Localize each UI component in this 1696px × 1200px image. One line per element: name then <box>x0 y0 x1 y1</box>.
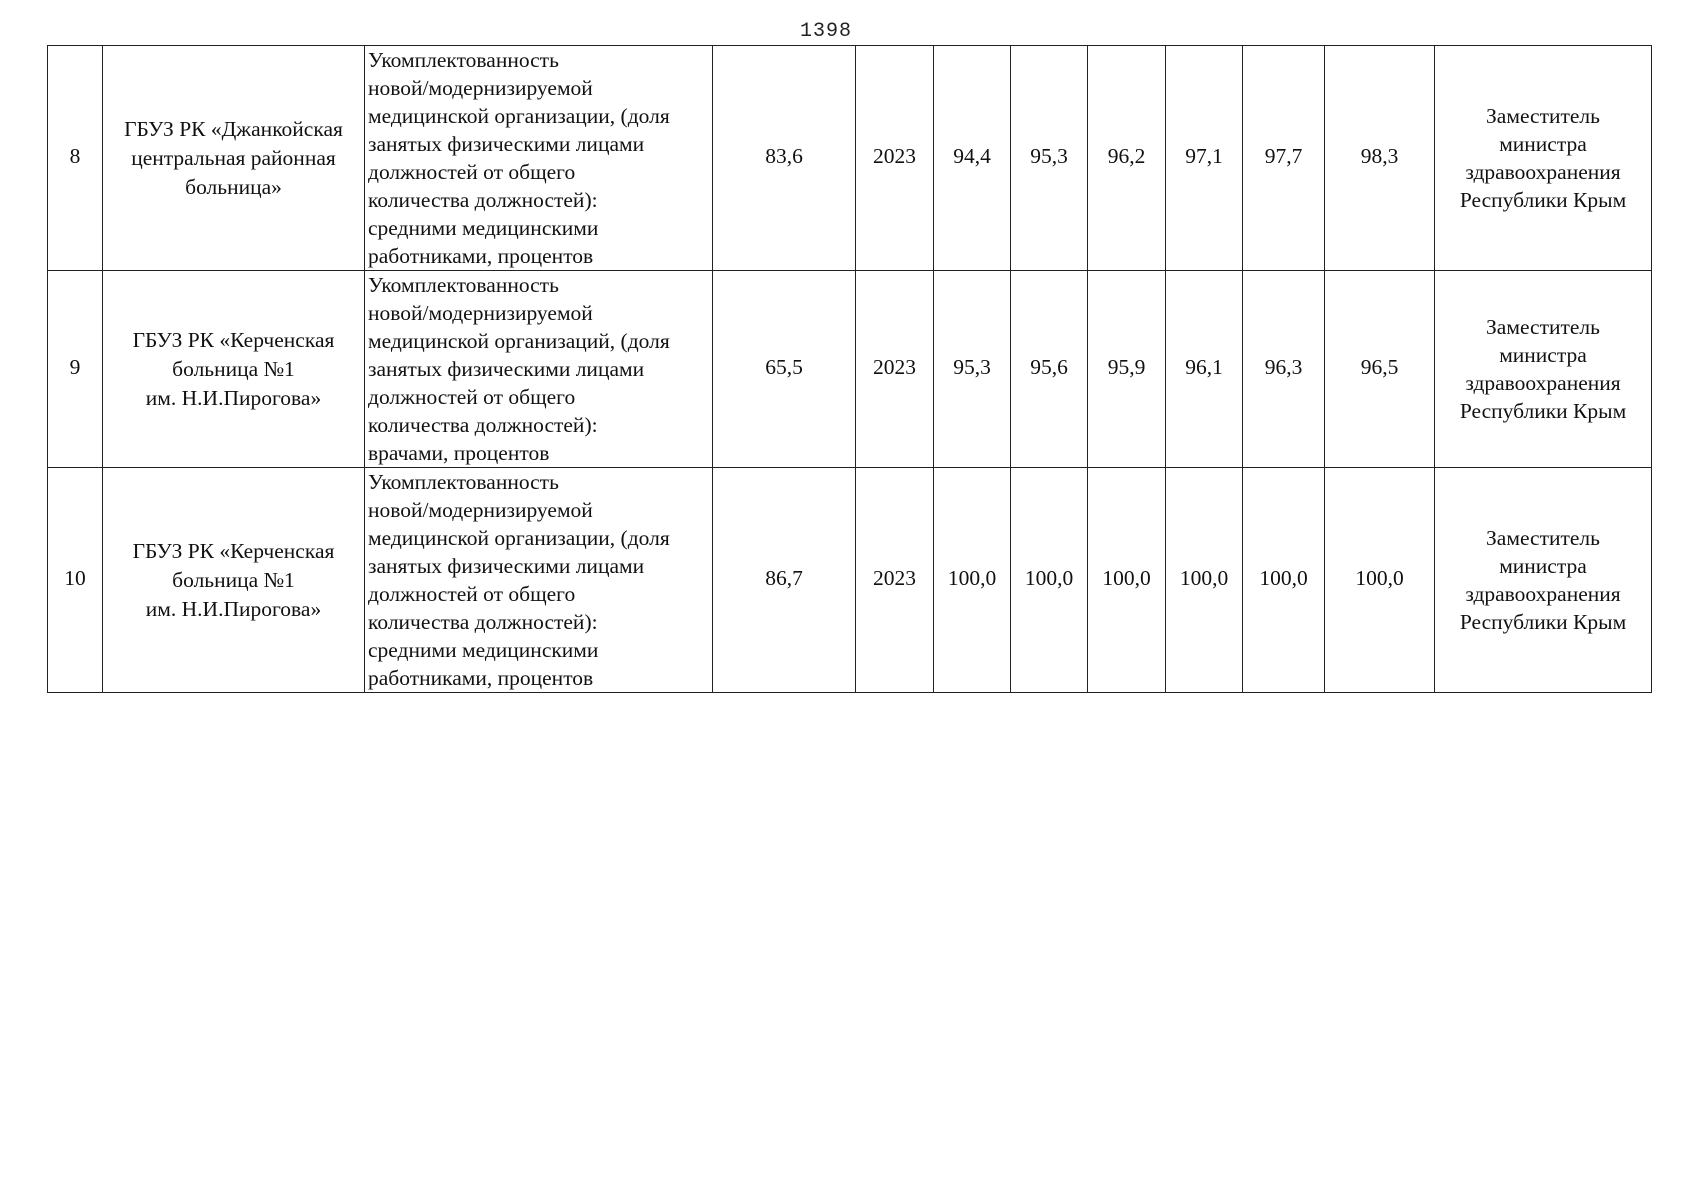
value-cell: 97,7 <box>1243 46 1325 271</box>
table-row <box>48 468 1652 693</box>
base-year-cell: 2023 <box>856 46 934 271</box>
organization-cell: ГБУЗ РК «Керченская больница №1 им. Н.И.Пирогова» <box>103 271 365 468</box>
value-cell: 100,0 <box>1088 468 1166 693</box>
row-number: 10 <box>48 468 103 693</box>
value-cell: 96,1 <box>1166 271 1243 468</box>
value-cell: 100,0 <box>934 468 1011 693</box>
value-cell: 96,2 <box>1088 46 1166 271</box>
table-row <box>48 46 1652 271</box>
base-year-cell: 2023 <box>856 271 934 468</box>
value-cell: 95,3 <box>1011 46 1088 271</box>
indicator-cell: Укомплектованность новой/модернизируемой медицинской организаций, (доля занятых физическими лицами должностей от общего количества должностей): врачами, процентов <box>365 271 713 468</box>
base-value-cell: 83,6 <box>713 46 856 271</box>
value-cell: 97,1 <box>1166 46 1243 271</box>
responsible-cell: Заместитель министра здравоохранения Республики Крым <box>1435 271 1652 468</box>
value-cell: 95,6 <box>1011 271 1088 468</box>
indicator-cell: Укомплектованность новой/модернизируемой медицинской организации, (доля занятых физическими лицами должностей от общего количества должностей): средними медицинскими работниками, процентов <box>365 468 713 693</box>
responsible-cell: Заместитель министра здравоохранения Республики Крым <box>1435 46 1652 271</box>
value-cell: 94,4 <box>934 46 1011 271</box>
indicators-table <box>47 45 1652 693</box>
value-cell: 96,3 <box>1243 271 1325 468</box>
base-value-cell: 65,5 <box>713 271 856 468</box>
page-number: 1398 <box>800 20 853 43</box>
table-row <box>48 271 1652 468</box>
row-number: 8 <box>48 46 103 271</box>
value-cell: 95,9 <box>1088 271 1166 468</box>
value-cell: 100,0 <box>1166 468 1243 693</box>
base-value-cell: 86,7 <box>713 468 856 693</box>
value-cell: 100,0 <box>1243 468 1325 693</box>
value-cell: 100,0 <box>1325 468 1435 693</box>
value-cell: 98,3 <box>1325 46 1435 271</box>
organization-cell: ГБУЗ РК «Керченская больница №1 им. Н.И.Пирогова» <box>103 468 365 693</box>
value-cell: 100,0 <box>1011 468 1088 693</box>
value-cell: 96,5 <box>1325 271 1435 468</box>
indicator-cell: Укомплектованность новой/модернизируемой медицинской организации, (доля занятых физическими лицами должностей от общего количества должностей): средними медицинскими работниками, процентов <box>365 46 713 271</box>
value-cell: 95,3 <box>934 271 1011 468</box>
base-year-cell: 2023 <box>856 468 934 693</box>
row-number: 9 <box>48 271 103 468</box>
responsible-cell: Заместитель министра здравоохранения Республики Крым <box>1435 468 1652 693</box>
organization-cell: ГБУЗ РК «Джанкойская центральная районная больница» <box>103 46 365 271</box>
